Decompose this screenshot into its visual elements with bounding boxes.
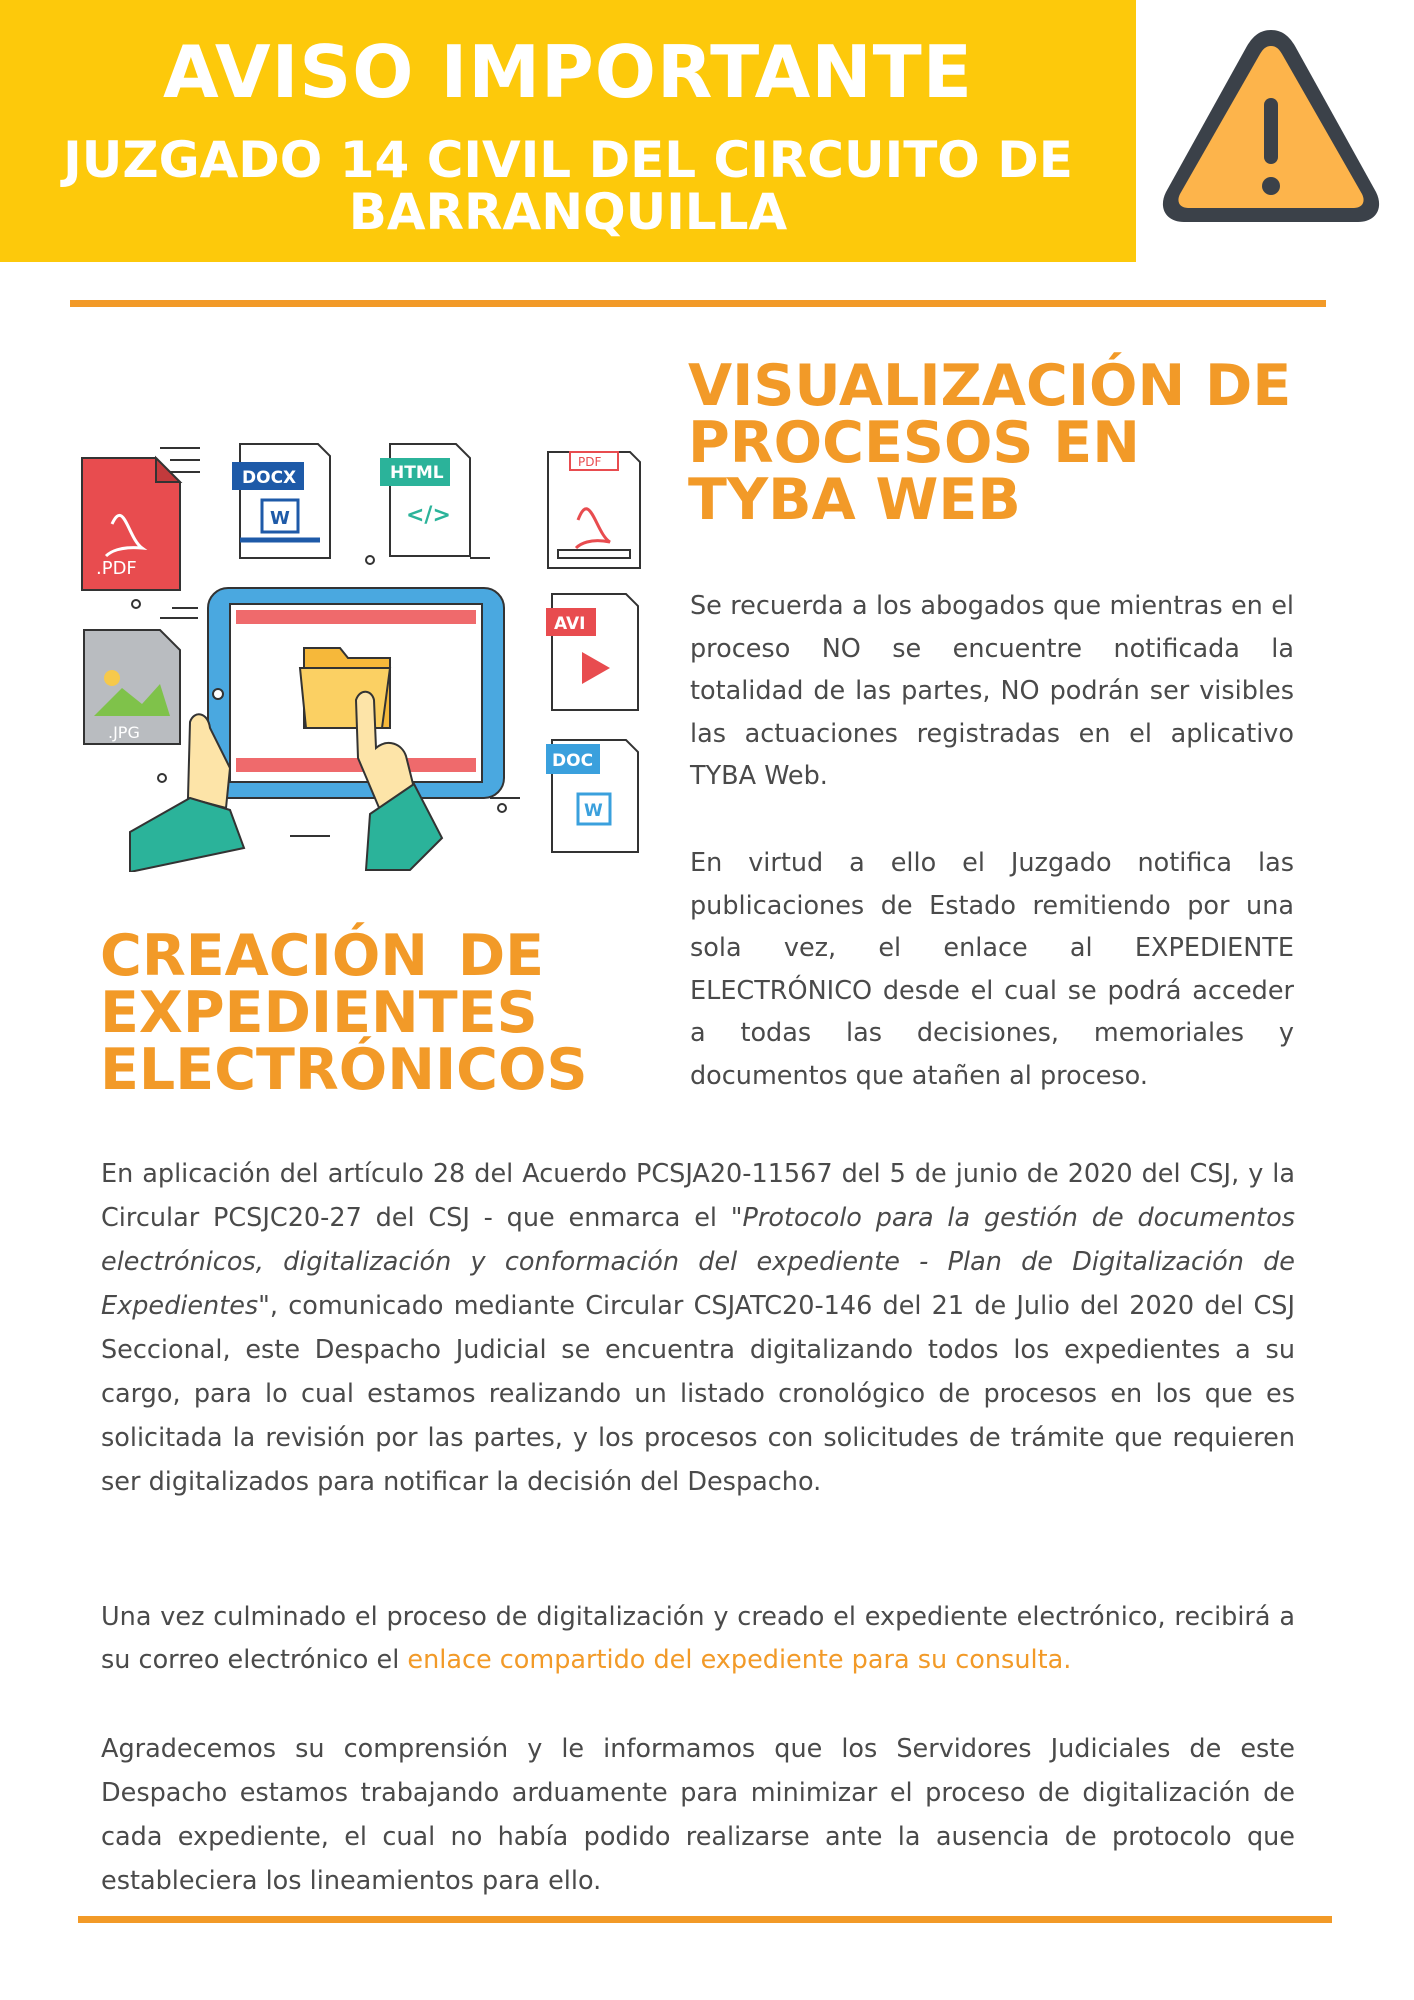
creacion-paragraph-1-text-b: ", comunicado mediante Circular CSJATC20-146 del 21 de Julio del 2020 del CSJ Seccional, este Despacho Judicial se encuentra digitalizando todos los expedientes a su cargo, para lo cual estamos realizando un listado cronológico de procesos en los que es solicitada la revisión por las partes, y los procesos con solicitudes de trámite que requieren ser digitalizados para notificar la decisión del Despacho. [101, 1291, 1295, 1497]
visualizacion-heading: VISUALIZACIÓN DE PROCESOS EN TYBA WEB [688, 353, 1292, 533]
bottom-divider [78, 1916, 1332, 1923]
svg-text:DOCX: DOCX [242, 468, 297, 488]
visualizacion-paragraph-2: En virtud a ello el Juzgado notifica las publicaciones de Estado remitiendo por una sola vez, el enlace al EXPEDIENTE ELECTRÓNICO desde el cual se podrá acceder a todas las decisiones, memoriales y documentos que atañen al proceso. [690, 848, 1294, 1091]
top-divider [70, 300, 1326, 307]
banner-subtitle: JUZGADO 14 CIVIL DEL CIRCUITO DE BARRANQUILLA [63, 131, 1073, 241]
pdf-doc-icon [548, 452, 640, 568]
svg-text:.JPG: .JPG [108, 723, 140, 742]
warning-triangle-icon [1158, 22, 1384, 230]
tablet [208, 588, 504, 798]
svg-text:DOC: DOC [552, 751, 594, 771]
doc-file-icon [546, 740, 638, 852]
header-banner [0, 0, 1136, 262]
visualizacion-paragraph-1: Se recuerda a los abogados que mientras en el proceso NO se encuentre notificada la totalidad de las partes, NO podrán ser visibles las actuaciones registradas en el aplicativo TYBA Web. [690, 591, 1294, 791]
jpg-file-icon [84, 630, 180, 744]
documents-tablet-illustration [70, 438, 650, 872]
svg-text:HTML: HTML [390, 463, 444, 483]
svg-text:AVI: AVI [554, 614, 586, 634]
svg-text:.PDF: .PDF [96, 558, 137, 579]
creacion-paragraph-1-text-a: En aplicación del artículo 28 del Acuerdo PCSJA20-11567 del 5 de junio de 2020 del CSJ, y la Circular PCSJC20-27 del CSJ - que enmarca el " [101, 1159, 1295, 1233]
svg-text:PDF: PDF [578, 455, 602, 469]
svg-text:W: W [270, 508, 290, 529]
docx-file-icon [232, 444, 330, 558]
html-file-icon [380, 444, 470, 556]
svg-text:</>: </> [406, 503, 451, 528]
creacion-paragraph-1 [101, 1152, 1295, 1504]
creacion-paragraph-3: Agradecemos su comprensión y le informamos que los Servidores Judiciales de este Despacho estamos trabajando arduamente para minimizar el proceso de digitalización de cada expediente, el cual no había podido realizarse ante la ausencia de protocolo que estableciera los lineamientos para ello. [101, 1734, 1295, 1896]
shared-link-text[interactable]: enlace compartido del expediente para su consulta. [407, 1644, 1072, 1675]
avi-file-icon [546, 594, 638, 710]
svg-text:W: W [584, 801, 603, 821]
protocol-title-italic: Protocolo para la gestión de documentos electrónicos, digitalización y conformación del expediente - Plan de Digitalización de Expedientes [101, 1203, 1295, 1321]
creacion-paragraph-2 [101, 1596, 1295, 1681]
creacion-heading: CREACIÓN DE EXPEDIENTES ELECTRÓNICOS [100, 923, 588, 1103]
pdf-file-icon [82, 458, 180, 590]
creacion-paragraph-2-text: Una vez culminado el proceso de digitalización y creado el expediente electrónico, recibirá a su correo electrónico el [101, 1602, 1295, 1675]
banner-title: AVISO IMPORTANTE [163, 30, 973, 114]
